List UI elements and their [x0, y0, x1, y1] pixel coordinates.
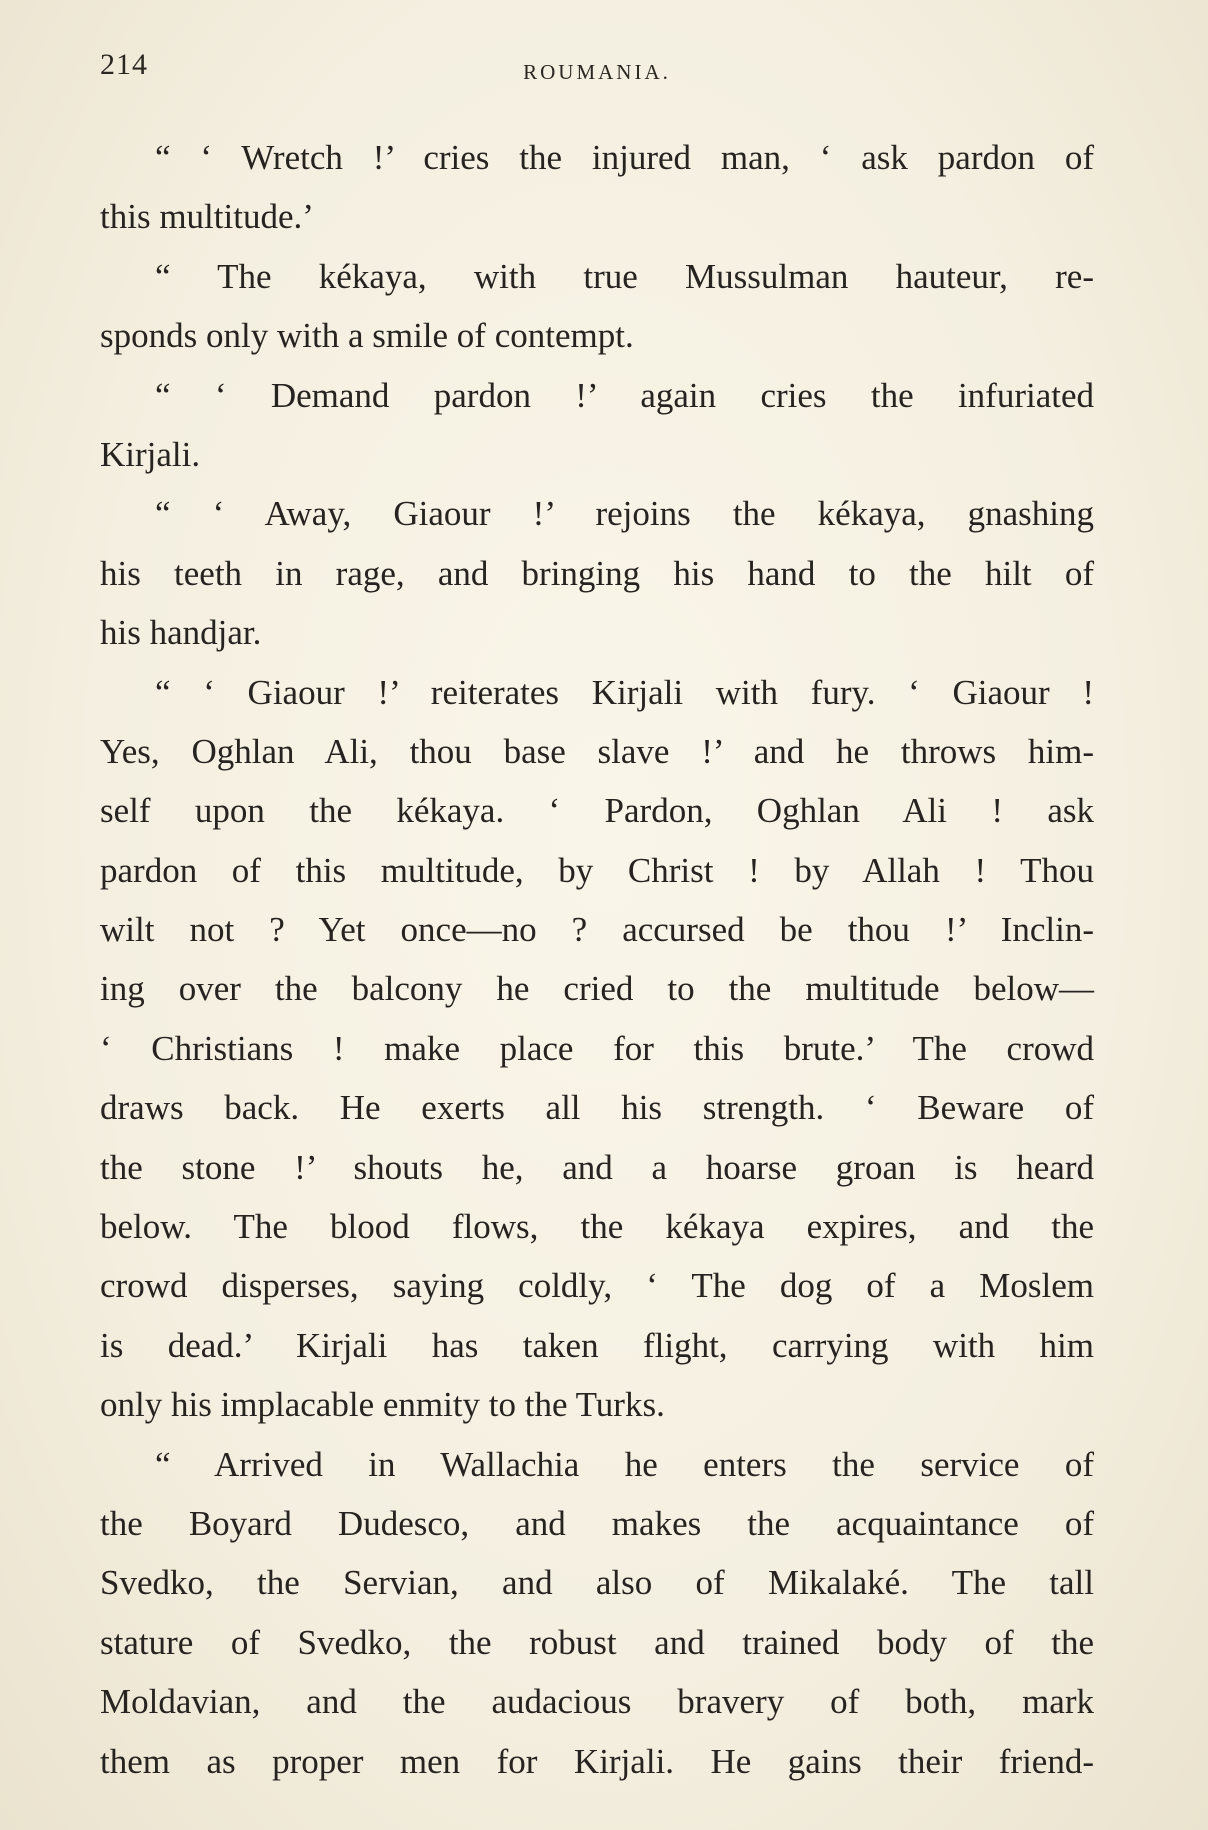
- text-line: the stone !’ shouts he, and a hoarse groan is heard: [100, 1147, 1094, 1187]
- text-line: “ ‘ Demand pardon !’ again cries the infuriated: [155, 375, 1094, 415]
- page-header: [100, 48, 1094, 98]
- text-line: Kirjali.: [100, 434, 201, 474]
- text-line: his handjar.: [100, 613, 262, 653]
- running-title: ROUMANIA.: [523, 60, 671, 84]
- text-line: the Boyard Dudesco, and makes the acquaintance of: [100, 1503, 1094, 1543]
- text-line: his teeth in rage, and bringing his hand to the hilt of: [100, 553, 1094, 593]
- text-line: self upon the kékaya. ‘ Pardon, Oghlan Ali ! ask: [100, 791, 1094, 831]
- text-line: Svedko, the Servian, and also of Mikalaké. The tall: [100, 1563, 1094, 1603]
- text-line: “ Arrived in Wallachia he enters the service of: [155, 1444, 1094, 1484]
- text-line: ing over the balcony he cried to the multitude below—: [100, 969, 1094, 1009]
- text-line: Moldavian, and the audacious bravery of both, mark: [100, 1682, 1094, 1722]
- text-line: sponds only with a smile of contempt.: [100, 316, 634, 356]
- text-line: “ The kékaya, with true Mussulman hauteur, re-: [155, 256, 1094, 296]
- text-line: wilt not ? Yet once—no ? accursed be thou !’ Inclin-: [100, 910, 1094, 950]
- text-line: “ ‘ Away, Giaour !’ rejoins the kékaya, gnashing: [155, 494, 1094, 534]
- text-line: below. The blood flows, the kékaya expires, and the: [100, 1207, 1094, 1247]
- text-line: pardon of this multitude, by Christ ! by Allah ! Thou: [100, 850, 1094, 890]
- text-line: this multitude.’: [100, 197, 314, 237]
- text-line: crowd disperses, saying coldly, ‘ The dog of a Moslem: [100, 1266, 1094, 1306]
- text-line: only his implacable enmity to the Turks.: [100, 1385, 665, 1425]
- text-line: ‘ Christians ! make place for this brute.’ The crowd: [100, 1028, 1094, 1068]
- text-line: “ ‘ Wretch !’ cries the injured man, ‘ ask pardon of: [155, 138, 1094, 177]
- page-number: 214: [100, 48, 148, 81]
- text-line: “ ‘ Giaour !’ reiterates Kirjali with fury. ‘ Giaour !: [155, 672, 1094, 712]
- body-text: [100, 128, 1094, 1791]
- text-line: them as proper men for Kirjali. He gains their friend-: [100, 1741, 1094, 1781]
- text-line: is dead.’ Kirjali has taken flight, carrying with him: [100, 1325, 1094, 1365]
- text-line: stature of Svedko, the robust and trained body of the: [100, 1622, 1094, 1662]
- text-line: Yes, Oghlan Ali, thou base slave !’ and he throws him-: [100, 731, 1094, 771]
- text-line: draws back. He exerts all his strength. ‘ Beware of: [100, 1088, 1094, 1128]
